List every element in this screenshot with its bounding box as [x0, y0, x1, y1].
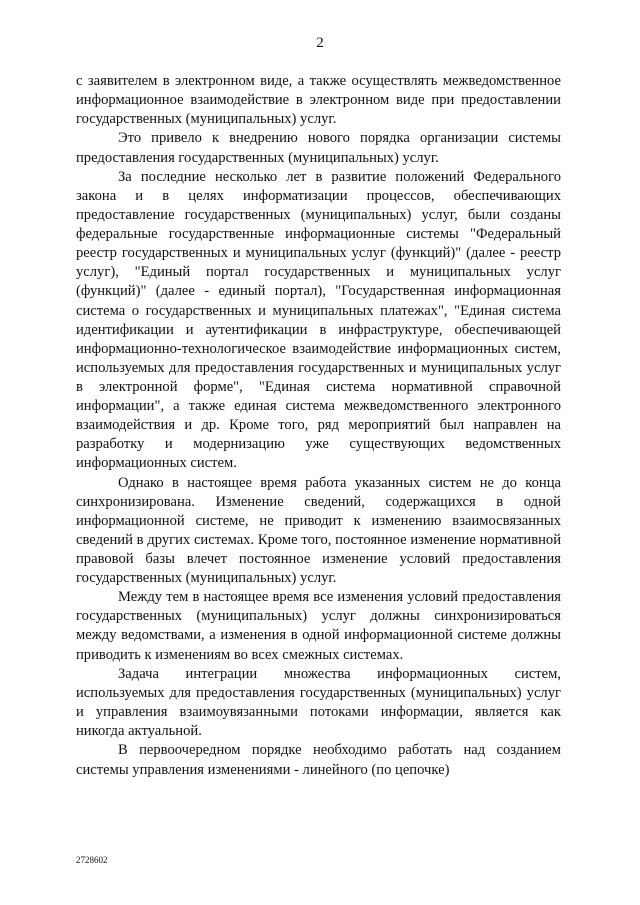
paragraph: Между тем в настоящее время все изменения условий предоставления государственных (муниципальных) услуг должны синхронизироваться между ведомствами, а изменения в одной информационной системе должны приводить к изменениям во всех смежных системах. [76, 589, 561, 663]
paragraph: Это привело к внедрению нового порядка организации системы предоставления государственных (муниципальных) услуг. [76, 130, 561, 166]
document-code: 2728602 [76, 855, 108, 865]
page-number: 2 [316, 35, 324, 51]
paragraph: В первоочередном порядке необходимо работать над созданием системы управления изменениями - линейного (по цепочке) [76, 742, 561, 778]
paragraph: Задача интеграции множества информационных систем, используемых для предоставления государственных (муниципальных) услуг и управления взаимоувязанными потоками информации, является как никогда актуальной. [76, 665, 561, 740]
document-body [76, 72, 561, 780]
paragraph: За последние несколько лет в развитие положений Федерального закона и в целях информатизации процессов, обеспечивающих предоставление государственных (муниципальных) услуг, были созданы федеральные государственные информационные системы "Федеральный реестр государственных и муниципальных услуг (функций)" (далее - реестр услуг), "Единый портал государственных и муниципальных услуг (функций)" (далее - единый портал), "Государственная информационная система о государственных и муниципальных платежах", "Единая система идентификации и аутентификации в инфраструктуре, обеспечивающей информационно-технологическое взаимодействие информационных систем, используемых для предоставления государственных и муниципальных услуг в электронной форме", "Единая система нормативной справочной информации", а также единая система межведомственного электронного взаимодействия и др. Кроме того, ряд мероприятий был направлен на разработку и модернизацию уже существующих ведомственных информационных систем. [76, 168, 561, 472]
paragraph: Однако в настоящее время работа указанных систем не до конца синхронизирована. Изменение сведений, содержащихся в одной информационной системе, не приводит к изменению взаимосвязанных сведений в других системах. Кроме того, постоянное изменение нормативной правовой базы влечет постоянное изменение условий предоставления государственных (муниципальных) услуг. [76, 474, 561, 586]
paragraph-continuation: с заявителем в электронном виде, а также осуществлять межведомственное информационное взаимодействие в электронном виде при предоставлении государственных (муниципальных) услуг. [76, 73, 561, 128]
